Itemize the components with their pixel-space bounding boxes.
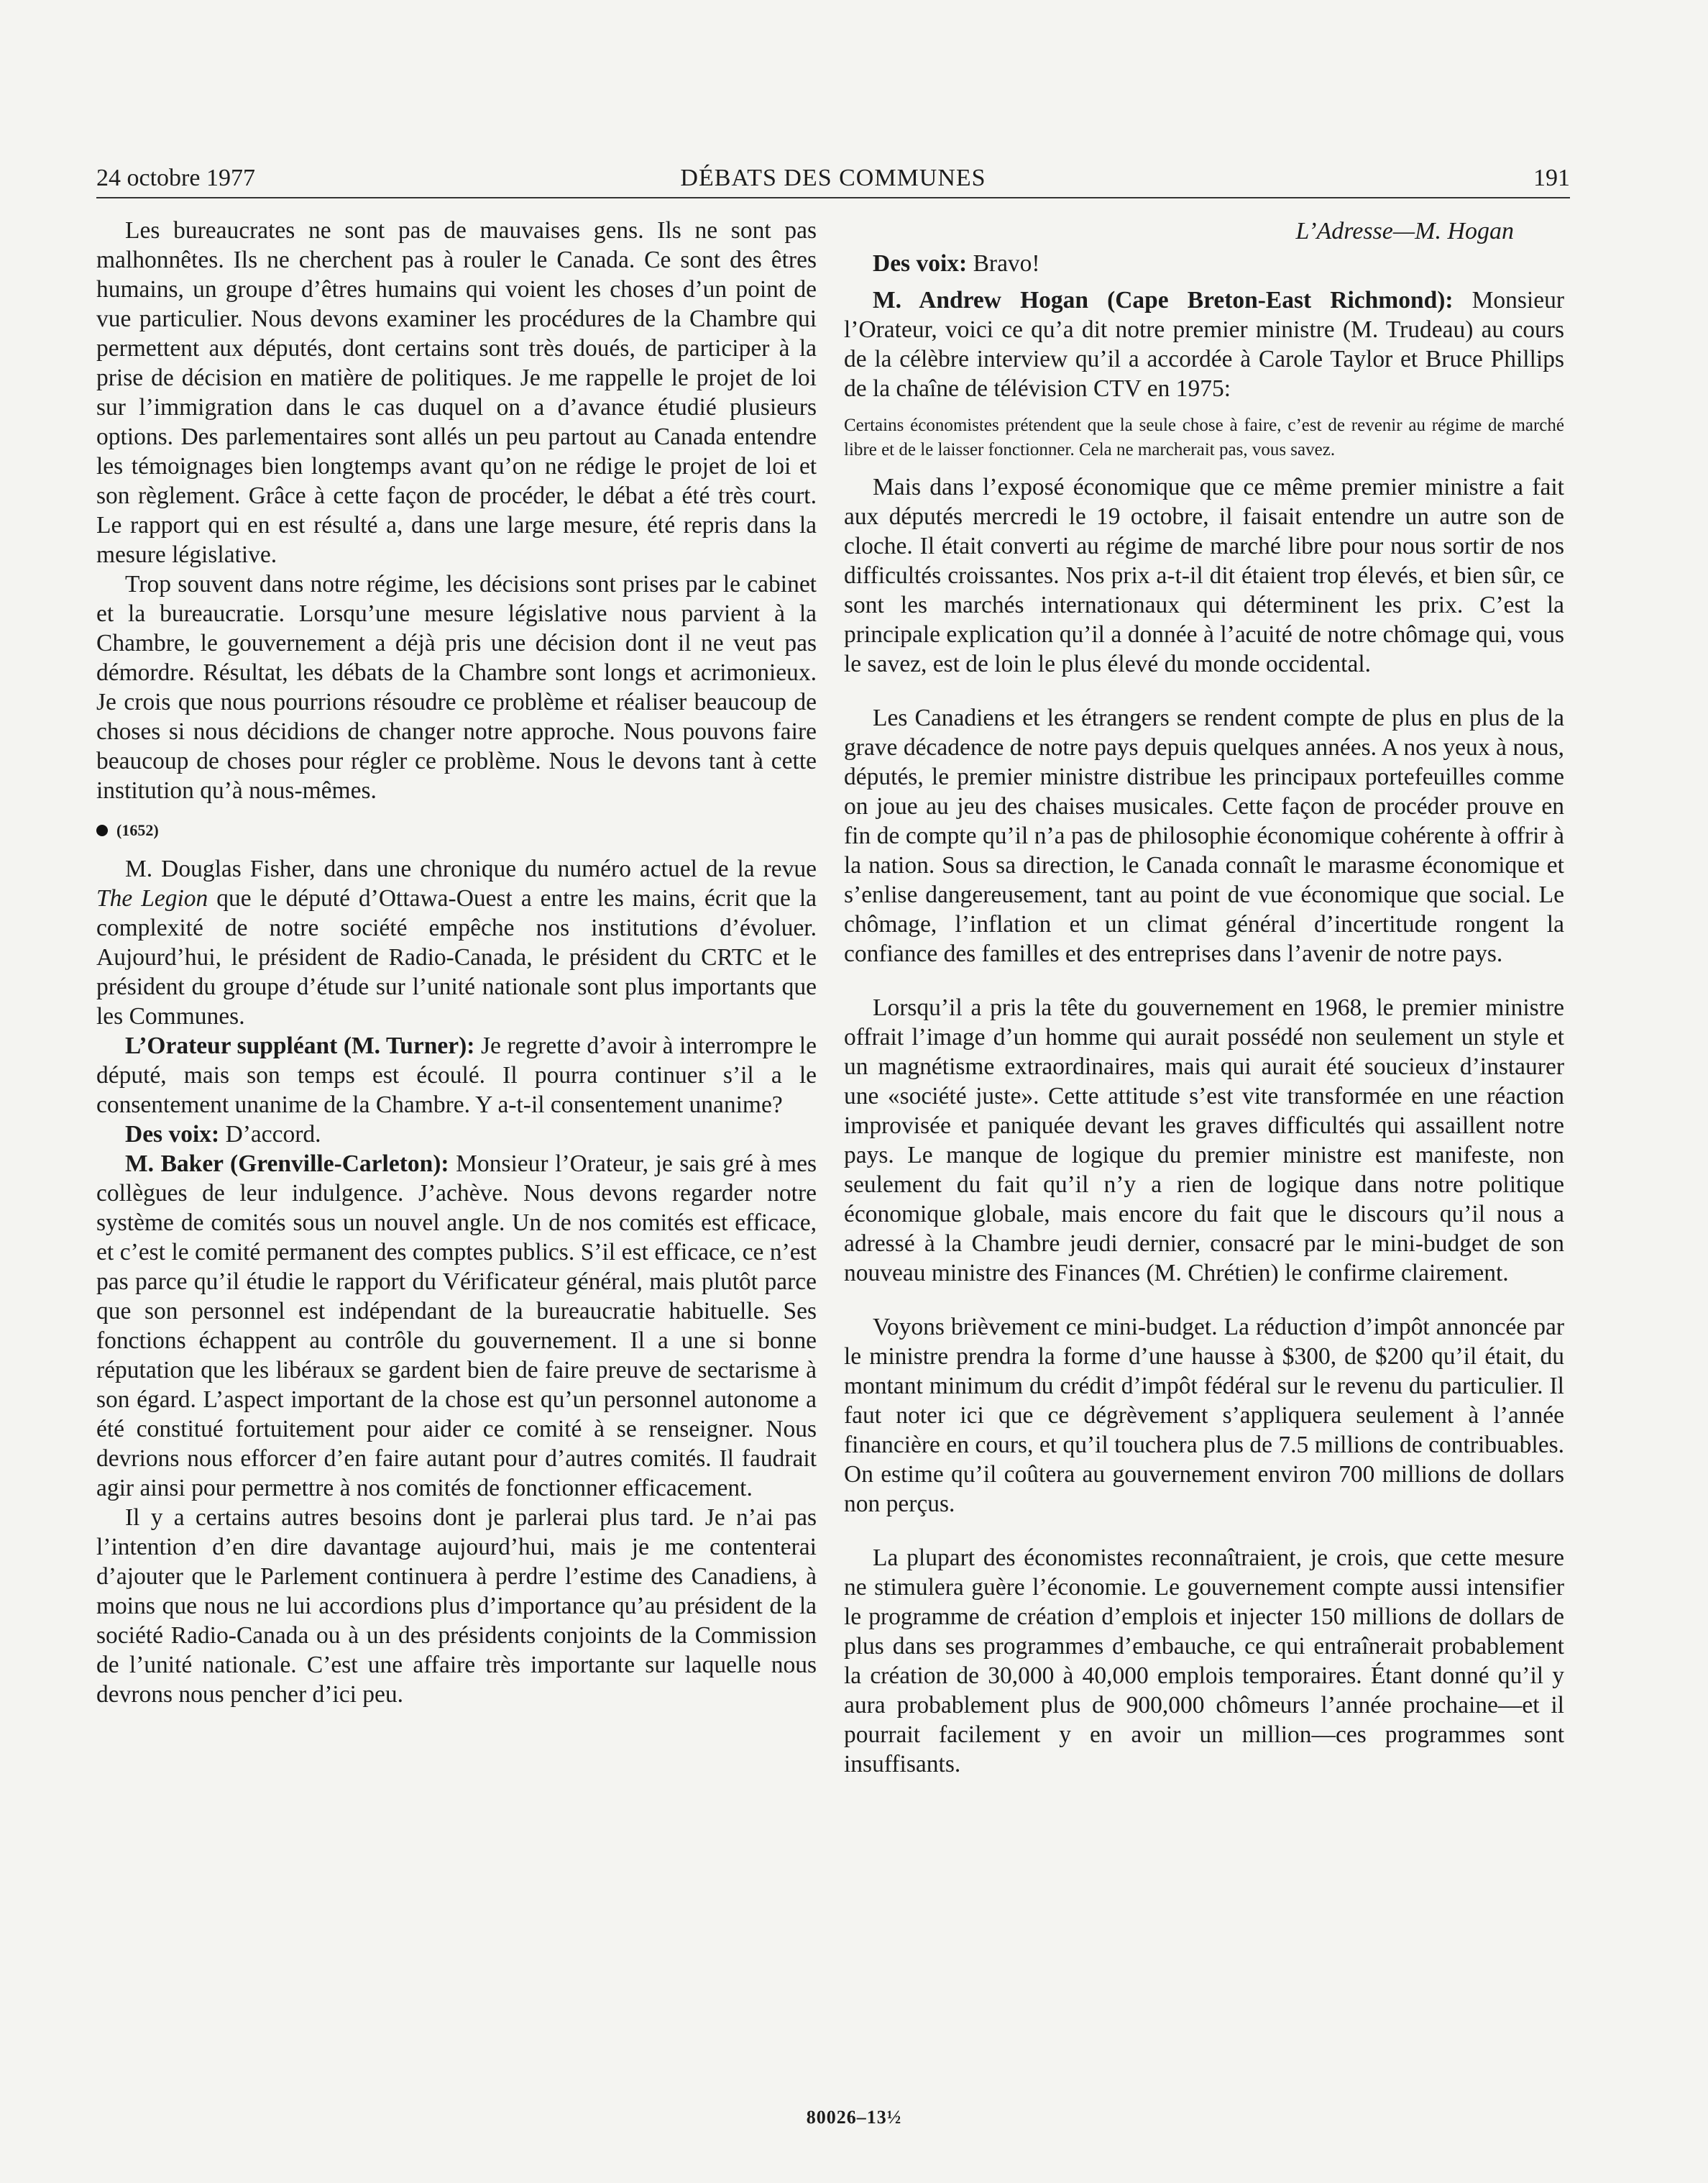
time-marker xyxy=(96,820,817,841)
speaker-name: M. Baker (Grenville-Carleton): xyxy=(125,1150,449,1177)
header-title: DÉBATS DES COMMUNES xyxy=(680,165,986,191)
bullet-icon xyxy=(96,825,108,836)
header-date: 24 octobre 1977 xyxy=(96,165,255,191)
paragraph: Trop souvent dans notre régime, les décisions sont prises par le cabinet et la bureaucratie. Lorsqu’une mesure législative nous parvient à la Chambre, le gouvernement a déjà pris une décision dont il ne veut pas démordre. Résultat, les débats de la Chambre sont longs et acrimonieux. Je crois que nous pourrions résoudre ce problème et réaliser beaucoup de choses si nous décidions de changer notre approche. Nous pouvons faire beaucoup de choses pour régler ce problème. Nous le devons tant à cette institution qu’à nous-mêmes. xyxy=(96,571,817,804)
paragraph: Les Canadiens et les étrangers se rendent compte de plus en plus de la grave décadence de notre pays depuis quelques années. A nos yeux à nous, députés, le premier ministre distribue les principaux portefeuilles comme on joue au jeu des chaises musicales. Cette façon de procéder prouve en fin de compte qu’il n’a pas de philosophie économique cohérente à offrir à la nation. Sous sa direction, le Canada connaît le marasme économique et s’enlise dangereusement, tant au point de vue économique que social. Le chômage, l’inflation et un climat général d’incertitude rongent la confiance des familles et des entreprises dans l’avenir de notre pays. xyxy=(844,705,1564,967)
speech-text: Monsieur l’Orateur, je sais gré à mes collègues de leur indulgence. J’achève. Nous devons regarder notre système de comités sous un nouvel angle. Un de nos comités est efficace, et c’est le comité permanent des comptes publics. S’il est efficace, ce n’est pas parce qu’il étudie le rapport du Vérificateur général, mais plutôt parce que son personnel est indépendant de la bureaucratie habituelle. Ses fonctions échappent au contrôle du gouvernement. Il a une si bonne réputation que les libéraux se gardent bien de faire preuve de sectarisme à son égard. L’aspect important de la chose est qu’un personnel autonome a été constitué fortuitement pour aider ce comité à se renseigner. Nous devrions nous efforcer d’en faire autant pour d’autres comités. Il faudrait agir ainsi pour permettre à nos comités de fonctionner efficacement. xyxy=(96,1150,817,1501)
speech-text: Bravo! xyxy=(967,250,1040,277)
left-column xyxy=(96,216,817,1709)
page-header xyxy=(96,163,1570,198)
paragraph: Lorsqu’il a pris la tête du gouvernement en 1968, le premier ministre offrait l’image d’un homme qui aurait possédé non seulement un style et un magnétisme extraordinaires, mais qui aurait été soucieux d’instaurer une «société juste». Cette attitude s’est vite transformée en une réaction improvisée et paniquée devant les graves difficultés qui assaillent notre pays. Le manque de logique du premier ministre est manifeste, non seulement du fait qu’il n’y a rien de logique dans notre politique économique globale, mais encore du fait que le discours qu’il nous a adressé à la Chambre jeudi dernier, consacré par le mini-budget de son nouveau ministre des Finances (M. Chrétien) le confirme clairement. xyxy=(844,994,1564,1286)
speech xyxy=(96,1031,817,1120)
speech xyxy=(96,1120,817,1149)
speaker-name: M. Andrew Hogan (Cape Breton-East Richmond): xyxy=(873,287,1454,314)
page-footer: 80026–13½ xyxy=(806,2107,902,2128)
publication-title: The Legion xyxy=(96,885,208,912)
speaker-name: Des voix: xyxy=(873,250,968,277)
time-marker-text: (1652) xyxy=(116,821,159,839)
paragraph xyxy=(96,854,817,1031)
speech xyxy=(96,1149,817,1503)
paragraph: Mais dans l’exposé économique que ce même premier ministre a fait aux députés mercredi le 19 octobre, il faisait entendre un autre son de cloche. Il était converti au régime de marché libre pour nous sortir de nos difficultés croissantes. Nos prix a-t-il dit étaient trop élevés, et bien sûr, ce sont les marchés internationaux qui déterminent les prix. C’est la principale explication qu’il a donnée à l’acuité de notre chômage qui, vous le savez, est de loin le plus élevé du monde occidental. xyxy=(844,474,1564,677)
speech-text: Je regrette d’avoir à interrompre le député, mais son temps est écoulé. Il pourra continuer s’il a le consentement unanime de la Chambre. Y a-t-il consentement unanime? xyxy=(96,1033,817,1118)
speaker-name: L’Orateur suppléant (M. Turner): xyxy=(125,1033,475,1059)
paragraph: La plupart des économistes reconnaîtraient, je crois, que cette mesure ne stimulera guère l’économie. Le gouvernement compte aussi intensifier le programme de création d’emplois et injecter 150 millions de dollars de plus dans ses programmes d’embauche, ce qui entraînerait probablement la création de 30,000 à 40,000 emplois temporaires. Étant donné qu’il y aura probablement plus de 900,000 chômeurs l’année prochaine—et il pourrait facilement y en avoir un million—ces programmes sont insuffisants. xyxy=(844,1544,1564,1777)
speech-text: D’accord. xyxy=(219,1121,321,1148)
right-column xyxy=(844,216,1564,1779)
page-number: 191 xyxy=(1533,165,1570,191)
paragraph-text: M. Douglas Fisher, dans une chronique du numéro actuel de la revue xyxy=(125,856,817,882)
paragraph: Il y a certains autres besoins dont je parlerai plus tard. Je n’ai pas l’intention d’en dire davantage aujourd’hui, mais je me contenterai d’ajouter que le Parlement continuera à perdre l’estime des Canadiens, à moins que nous ne lui accordions plus d’importance qu’au président de la société Radio-Canada ou à un des présidents conjoints de la Commission de l’unité nationale. C’est une affaire très importante sur laquelle nous devrons nous pencher d’ici peu. xyxy=(96,1504,817,1708)
block-quote: Certains économistes prétendent que la seule chose à faire, c’est de revenir au régime de marché libre et de le laisser fonctionner. Cela ne marcherait pas, vous savez. xyxy=(844,416,1564,459)
speech xyxy=(844,285,1564,403)
running-head: L’Adresse—M. Hogan xyxy=(1295,218,1514,244)
speech-text: Monsieur l’Orateur, voici ce qu’a dit notre premier ministre (M. Trudeau) au cours de la célèbre interview qu’il a accordée à Carole Taylor et Bruce Phillips de la chaîne de télévision CTV en 1975: xyxy=(844,287,1564,402)
speech xyxy=(844,249,1564,278)
paragraph: Les bureaucrates ne sont pas de mauvaises gens. Ils ne sont pas malhonnêtes. Ils ne cherchent pas à rouler le Canada. Ce sont des êtres humains, un groupe d’êtres humains qui voient les choses d’un point de vue particulier. Nous devons examiner les procédures de la Chambre qui permettent aux députés, dont certains sont très doués, de participer à la prise de décision en matière de politiques. Je me rappelle le projet de loi sur l’immigration dans le cas duquel on a d’avance étudié plusieurs options. Des parlementaires sont allés un peu partout au Canada entendre les témoignages bien longtemps avant qu’on ne rédige le projet de loi et son règlement. Grâce à cette façon de procéder, le débat a été très court. Le rapport qui en est résulté a, dans une large mesure, été repris dans la mesure législative. xyxy=(96,217,817,568)
speaker-name: Des voix: xyxy=(125,1121,220,1148)
paragraph-text: que le député d’Ottawa-Ouest a entre les mains, écrit que la complexité de notre société empêche nos institutions d’évoluer. Aujourd’hui, le président de Radio-Canada, le président du CRTC et le président du groupe d’étude sur l’unité nationale sont plus importants que les Communes. xyxy=(96,885,817,1030)
paragraph: Voyons brièvement ce mini-budget. La réduction d’impôt annoncée par le ministre prendra la forme d’une hausse à $300, de $200 qu’il était, du montant minimum du crédit d’impôt fédéral sur le revenu du particulier. Il faut noter ici que ce dégrèvement s’appliquera seulement à l’année financière en cours, et qu’il touchera plus de 7.5 millions de contribuables. On estime qu’il coûtera au gouvernement environ 700 millions de dollars non perçus. xyxy=(844,1314,1564,1517)
